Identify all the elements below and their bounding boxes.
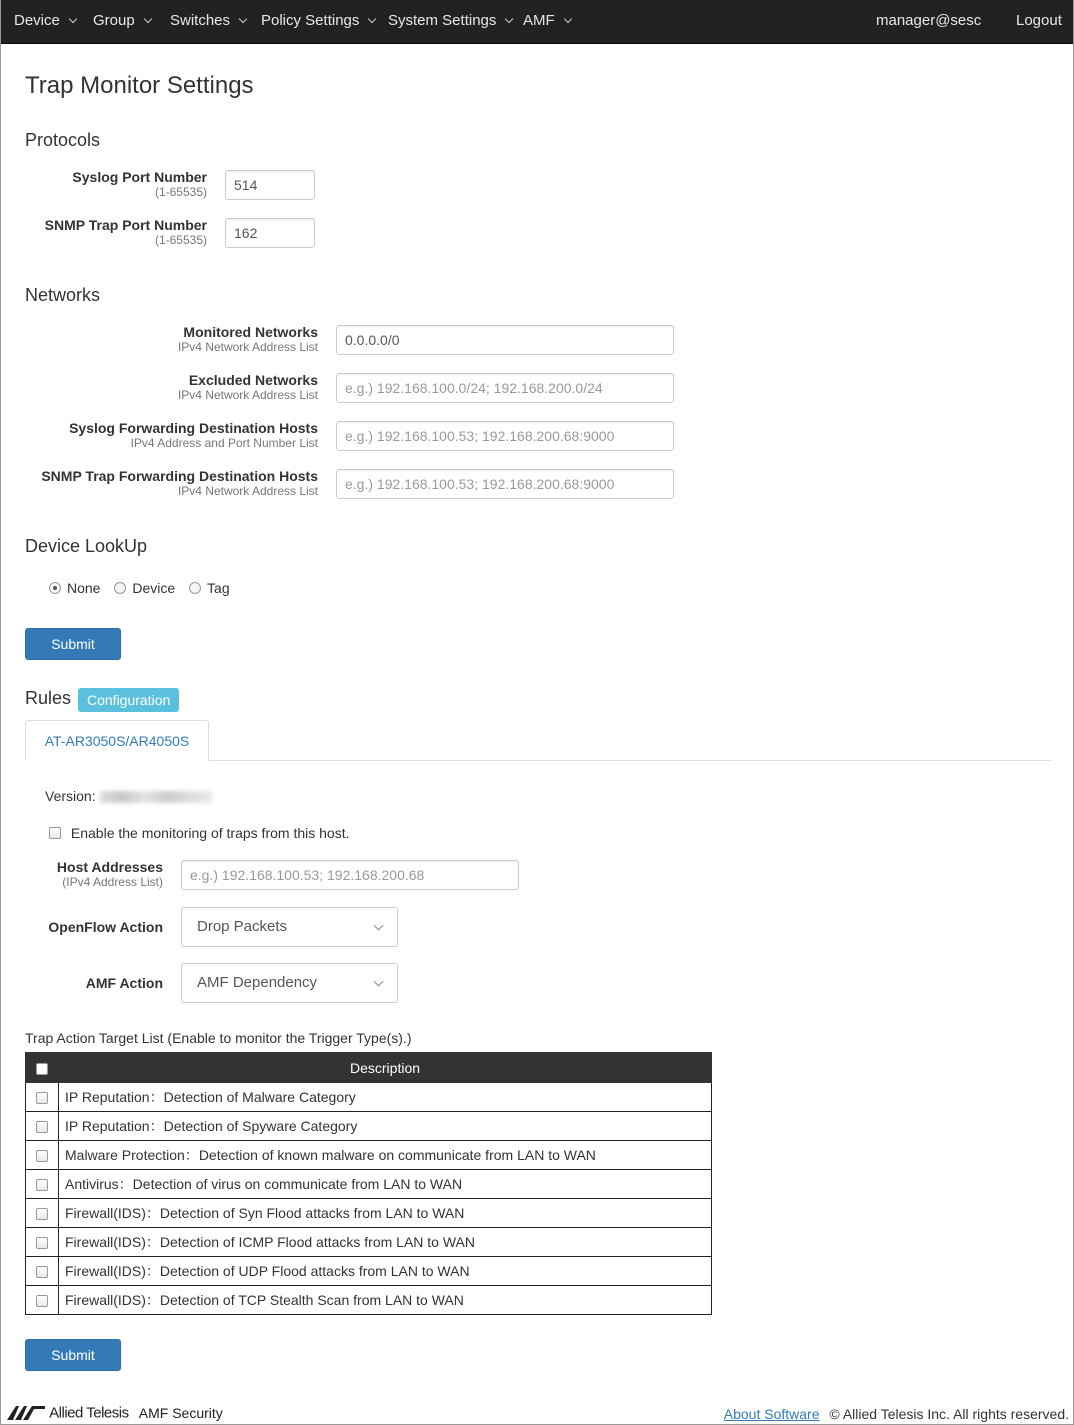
select-all-cell <box>26 1053 59 1083</box>
label-text: OpenFlow Action <box>48 919 163 935</box>
label-text: Host Addresses <box>56 859 163 875</box>
row-checkbox[interactable] <box>36 1179 48 1191</box>
table-row <box>26 1257 712 1286</box>
row-description: Firewall(IDS)：Detection of ICMP Flood attacks from LAN to WAN <box>59 1228 712 1257</box>
chevron-down-icon <box>374 921 384 931</box>
amf-action-select[interactable] <box>181 963 398 1003</box>
footer-brand <box>7 1404 223 1422</box>
row-description: Firewall(IDS)：Detection of TCP Stealth Scan from LAN to WAN <box>59 1286 712 1315</box>
tab-at-ar3050s-ar4050s[interactable]: AT-AR3050S/AR4050S <box>25 720 209 761</box>
networks-heading: Networks <box>25 285 101 305</box>
rules-heading: Rules <box>25 688 72 708</box>
page-title: Trap Monitor Settings <box>25 72 254 99</box>
row-checkbox-cell <box>26 1170 59 1199</box>
protocols-heading: Protocols <box>25 130 101 150</box>
radio-label: Tag <box>207 579 230 596</box>
footer-right <box>724 1406 1069 1422</box>
nav-user[interactable]: manager@sesc <box>876 12 982 29</box>
label-text: AMF Action <box>85 975 163 991</box>
table-row <box>26 1286 712 1315</box>
radio-unchecked-icon <box>114 582 126 594</box>
label-text: Syslog Forwarding Destination Hosts <box>69 420 318 436</box>
device-lookup-radio-group <box>49 578 240 596</box>
nav-label: Group <box>93 12 135 29</box>
brand-name: Allied Telesis <box>49 1404 129 1422</box>
syslog-port-input[interactable] <box>225 170 315 200</box>
label-hint: IPv4 Network Address List <box>177 340 318 354</box>
label-hint: (1-65535) <box>154 233 207 247</box>
row-checkbox-cell <box>26 1141 59 1170</box>
row-checkbox[interactable] <box>36 1092 48 1104</box>
label-hint: IPv4 Address and Port Number List <box>130 436 318 450</box>
openflow-action-label <box>3 919 163 935</box>
snmp-forwarding-label <box>18 468 318 499</box>
row-checkbox[interactable] <box>36 1295 48 1307</box>
about-software-link[interactable]: About Software <box>723 1406 820 1422</box>
logout-link[interactable]: Logout <box>1016 12 1062 29</box>
radio-unchecked-icon <box>189 582 201 594</box>
table-header-row <box>26 1053 712 1083</box>
nav-label: Policy Settings <box>261 12 360 29</box>
nav-label: Device <box>14 12 60 29</box>
nav-label: AMF <box>523 12 555 29</box>
submit-button-settings[interactable]: Submit <box>25 628 121 660</box>
table-row <box>26 1170 712 1199</box>
row-checkbox-cell <box>26 1083 59 1112</box>
snmp-port-label <box>7 217 207 248</box>
monitored-networks-input[interactable] <box>336 325 674 355</box>
radio-tag[interactable] <box>189 579 240 596</box>
nav-menu-switches[interactable] <box>170 0 246 43</box>
row-description: IP Reputation：Detection of Malware Category <box>59 1083 712 1112</box>
trap-action-target-table <box>25 1052 712 1315</box>
caret-down-icon <box>368 15 376 23</box>
table-row <box>26 1141 712 1170</box>
monitored-networks-label <box>18 324 318 355</box>
label-text: Excluded Networks <box>188 372 318 388</box>
allied-telesis-logo-icon <box>7 1406 45 1420</box>
syslog-forwarding-input[interactable] <box>336 421 674 451</box>
syslog-forwarding-label <box>18 420 318 451</box>
top-navbar <box>1 0 1073 44</box>
version-row <box>45 788 212 804</box>
enable-monitoring-row[interactable] <box>49 824 349 841</box>
caret-down-icon <box>143 15 151 23</box>
nav-menu-device[interactable] <box>14 0 76 43</box>
openflow-action-select[interactable] <box>181 907 398 947</box>
chevron-down-icon <box>374 977 384 987</box>
enable-monitoring-label: Enable the monitoring of traps from this host. <box>70 825 350 842</box>
radio-label: Device <box>132 579 176 596</box>
caret-down-icon <box>69 15 77 23</box>
nav-menu-group[interactable] <box>93 0 151 43</box>
label-text: SNMP Trap Forwarding Destination Hosts <box>41 468 318 484</box>
description-header: Description <box>59 1053 712 1083</box>
version-label: Version: <box>45 788 96 804</box>
product-name: AMF Security <box>138 1405 223 1422</box>
snmp-port-input[interactable] <box>225 218 315 248</box>
submit-button-rules[interactable]: Submit <box>25 1339 121 1371</box>
table-body <box>26 1083 712 1315</box>
label-text: SNMP Trap Port Number <box>44 217 207 233</box>
row-checkbox-cell <box>26 1199 59 1228</box>
enable-monitoring-checkbox[interactable] <box>49 827 61 839</box>
label-text: Syslog Port Number <box>72 169 207 185</box>
copyright-text: © Allied Telesis Inc. All rights reserved. <box>829 1406 1069 1422</box>
table-row <box>26 1228 712 1257</box>
row-checkbox[interactable] <box>36 1121 48 1133</box>
label-hint: (1-65535) <box>154 185 207 199</box>
select-value: AMF Dependency <box>197 974 318 991</box>
excluded-networks-label <box>18 372 318 403</box>
label-text: Monitored Networks <box>183 324 318 340</box>
row-checkbox-cell <box>26 1112 59 1141</box>
target-list-caption: Trap Action Target List (Enable to monitor the Trigger Type(s).) <box>25 1030 412 1046</box>
caret-down-icon <box>239 15 247 23</box>
nav-menu-system-settings[interactable] <box>388 0 512 43</box>
radio-checked-icon <box>49 582 61 594</box>
radio-none[interactable] <box>49 579 110 596</box>
table-row <box>26 1112 712 1141</box>
select-all-checkbox[interactable] <box>36 1063 48 1075</box>
radio-device[interactable] <box>114 579 185 596</box>
version-value-blurred <box>100 791 212 803</box>
table-row <box>26 1083 712 1112</box>
row-checkbox-cell <box>26 1257 59 1286</box>
row-checkbox[interactable] <box>36 1237 48 1249</box>
label-hint: IPv4 Network Address List <box>177 388 318 402</box>
amf-action-label <box>3 975 163 991</box>
row-description: Firewall(IDS)：Detection of UDP Flood attacks from LAN to WAN <box>59 1257 712 1286</box>
label-hint: IPv4 Network Address List <box>177 484 318 498</box>
host-addresses-input[interactable] <box>181 860 519 890</box>
nav-menu-amf[interactable] <box>523 0 571 43</box>
row-description: Malware Protection：Detection of known malware on communicate from LAN to WAN <box>59 1141 712 1170</box>
table-row <box>26 1199 712 1228</box>
row-description: Firewall(IDS)：Detection of Syn Flood attacks from LAN to WAN <box>59 1199 712 1228</box>
row-checkbox[interactable] <box>36 1266 48 1278</box>
caret-down-icon <box>505 15 513 23</box>
label-hint: (IPv4 Address List) <box>62 875 163 889</box>
row-description: IP Reputation：Detection of Spyware Category <box>59 1112 712 1141</box>
snmp-forwarding-input[interactable] <box>336 469 674 499</box>
select-value: Drop Packets <box>197 918 288 935</box>
nav-label: System Settings <box>388 12 497 29</box>
syslog-port-label <box>7 169 207 200</box>
caret-down-icon <box>563 15 571 23</box>
row-checkbox-cell <box>26 1228 59 1257</box>
radio-label: None <box>67 579 101 596</box>
row-checkbox[interactable] <box>36 1150 48 1162</box>
row-checkbox-cell <box>26 1286 59 1315</box>
row-checkbox[interactable] <box>36 1208 48 1220</box>
excluded-networks-input[interactable] <box>336 373 674 403</box>
host-addresses-label <box>3 859 163 890</box>
device-lookup-heading: Device LookUp <box>25 536 148 556</box>
configuration-button[interactable]: Configuration <box>78 688 179 712</box>
nav-label: Switches <box>170 12 231 29</box>
nav-menu-policy-settings[interactable] <box>261 0 375 43</box>
row-description: Antivirus：Detection of virus on communicate from LAN to WAN <box>59 1170 712 1199</box>
